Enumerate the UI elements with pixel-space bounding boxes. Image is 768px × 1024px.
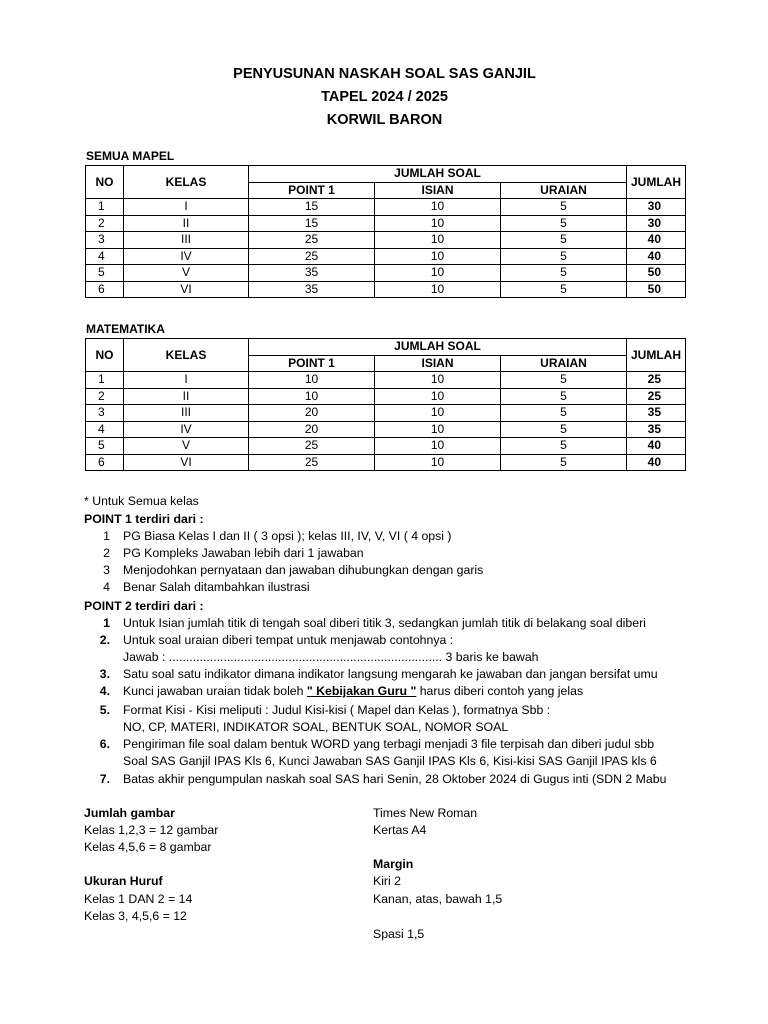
point2-item-7 — [84, 771, 685, 788]
point2-item-4 — [84, 683, 685, 700]
item-number: 2. — [99, 633, 110, 647]
item-text: Untuk Isian jumlah titik di tengah soal diberi titik 3, sedangkan jumlah titik di belakang soal diberi — [123, 616, 646, 630]
item-text: Pengiriman file soal dalam bentuk WORD yang terbagi menjadi 3 file terpisah dan diberi judul sbb — [123, 737, 655, 751]
cell-point1: 10 — [249, 388, 375, 405]
cell-point1: 35 — [249, 265, 375, 282]
cell-uraian: 5 — [501, 199, 627, 216]
cell-isian: 10 — [375, 265, 501, 282]
cell-uraian: 5 — [501, 232, 627, 249]
cell-jumlah: 40 — [627, 248, 686, 265]
table-row — [86, 438, 686, 455]
cell-jumlah: 25 — [627, 388, 686, 405]
point2-item-3 — [84, 666, 685, 683]
cell-no: 5 — [86, 438, 124, 455]
table-row — [86, 454, 686, 471]
ukuran-huruf-heading: Ukuran Huruf — [84, 874, 163, 888]
table-row — [86, 199, 686, 216]
cell-no: 5 — [86, 265, 124, 282]
table-row — [86, 421, 686, 438]
cell-no: 3 — [86, 232, 124, 249]
cell-isian: 10 — [375, 405, 501, 422]
jumlah-gambar-heading: Jumlah gambar — [84, 806, 175, 820]
table-row — [86, 281, 686, 298]
cell-isian: 10 — [375, 199, 501, 216]
cell-kelas: I — [124, 372, 249, 389]
cell-isian: 10 — [375, 438, 501, 455]
item-text: Menjodohkan pernyataan dan jawaban dihubungkan dengan garis — [123, 563, 484, 577]
cell-jumlah: 35 — [627, 421, 686, 438]
item-text: PG Biasa Kelas I dan II ( 3 opsi ); kelas III, IV, V, VI ( 4 opsi ) — [123, 529, 452, 543]
cell-point1: 15 — [249, 199, 375, 216]
header-uraian: URAIAN — [501, 182, 627, 199]
doc-title-line1: PENYUSUNAN NASKAH SOAL SAS GANJIL — [233, 66, 536, 82]
header-point1: POINT 1 — [249, 355, 375, 372]
header-kelas: KELAS — [124, 339, 249, 372]
header-isian: ISIAN — [375, 182, 501, 199]
item-text: Kunci jawaban uraian tidak boleh — [123, 684, 307, 698]
margin-other: Kanan, atas, bawah 1,5 — [373, 892, 503, 906]
item-emphasis: " Kebijakan Guru " — [306, 684, 417, 698]
cell-point1: 25 — [249, 438, 375, 455]
cell-kelas: II — [124, 215, 249, 232]
table-row — [86, 265, 686, 282]
cell-jumlah: 35 — [627, 405, 686, 422]
item-number: 5. — [99, 703, 110, 717]
cell-uraian: 5 — [501, 405, 627, 422]
point1-item — [84, 579, 685, 596]
point2-item-1 — [84, 615, 685, 632]
note-untuk-semua-kelas: * Untuk Semua kelas — [84, 494, 199, 508]
item-number: 4 — [103, 580, 110, 594]
table-row — [86, 388, 686, 405]
cell-jumlah: 25 — [627, 372, 686, 389]
cell-kelas: VI — [124, 281, 249, 298]
header-no: NO — [86, 166, 124, 199]
cell-no: 6 — [86, 281, 124, 298]
cell-no: 3 — [86, 405, 124, 422]
cell-point1: 20 — [249, 421, 375, 438]
cell-jumlah: 50 — [627, 281, 686, 298]
cell-uraian: 5 — [501, 438, 627, 455]
cell-no: 1 — [86, 199, 124, 216]
cell-point1: 35 — [249, 281, 375, 298]
header-jumlah-soal: JUMLAH SOAL — [249, 339, 627, 356]
font-setting: Times New Roman — [373, 806, 478, 820]
table-matematika — [85, 338, 686, 471]
section-label-matematika: MATEMATIKA — [86, 322, 165, 336]
item-number: 4. — [99, 684, 110, 698]
item-number: 1 — [103, 616, 110, 630]
header-jumlah-soal: JUMLAH SOAL — [249, 166, 627, 183]
point2-item-5 — [84, 702, 685, 719]
cell-kelas: III — [124, 405, 249, 422]
point2-item-2 — [84, 632, 685, 649]
item-number: 2 — [103, 546, 110, 560]
cell-no: 4 — [86, 421, 124, 438]
jumlah-gambar-1: Kelas 1,2,3 = 12 gambar — [84, 823, 219, 837]
cell-point1: 20 — [249, 405, 375, 422]
cell-point1: 25 — [249, 454, 375, 471]
cell-kelas: III — [124, 232, 249, 249]
cell-no: 2 — [86, 215, 124, 232]
cell-uraian: 5 — [501, 388, 627, 405]
point2-item-5-continuation — [84, 719, 685, 736]
cell-isian: 10 — [375, 388, 501, 405]
cell-kelas: IV — [124, 421, 249, 438]
cell-kelas: I — [124, 199, 249, 216]
cell-no: 1 — [86, 372, 124, 389]
header-kelas: KELAS — [124, 166, 249, 199]
header-jumlah: JUMLAH — [627, 339, 686, 372]
cell-isian: 10 — [375, 248, 501, 265]
table-row — [86, 232, 686, 249]
table-row — [86, 405, 686, 422]
jumlah-gambar-2: Kelas 4,5,6 = 8 gambar — [84, 840, 212, 854]
point2-item-6-continuation — [84, 753, 685, 770]
line-spacing: Spasi 1,5 — [373, 927, 425, 941]
cell-jumlah: 50 — [627, 265, 686, 282]
cell-isian: 10 — [375, 421, 501, 438]
cell-uraian: 5 — [501, 215, 627, 232]
cell-uraian: 5 — [501, 421, 627, 438]
header-no: NO — [86, 339, 124, 372]
cell-isian: 10 — [375, 281, 501, 298]
cell-jumlah: 40 — [627, 438, 686, 455]
doc-title-line2: TAPEL 2024 / 2025 — [321, 89, 448, 105]
cell-point1: 25 — [249, 232, 375, 249]
item-text: Soal SAS Ganjil IPAS Kls 6, Kunci Jawaban SAS Ganjil IPAS Kls 6, Kisi-kisi SAS Ganjil IPAS kls 6 — [123, 754, 657, 768]
cell-uraian: 5 — [501, 372, 627, 389]
cell-kelas: VI — [124, 454, 249, 471]
item-number: 3. — [99, 667, 110, 681]
cell-point1: 25 — [249, 248, 375, 265]
cell-point1: 10 — [249, 372, 375, 389]
cell-uraian: 5 — [501, 248, 627, 265]
table-row — [86, 372, 686, 389]
cell-kelas: V — [124, 265, 249, 282]
cell-uraian: 5 — [501, 454, 627, 471]
point2-item-6 — [84, 736, 685, 753]
header-uraian: URAIAN — [501, 355, 627, 372]
item-text: Format Kisi - Kisi meliputi : Judul Kisi-kisi ( Mapel dan Kelas ), formatnya Sbb : — [123, 703, 551, 717]
table-row — [86, 248, 686, 265]
cell-isian: 10 — [375, 454, 501, 471]
margin-heading: Margin — [373, 857, 414, 871]
cell-jumlah: 40 — [627, 454, 686, 471]
item-text: PG Kompleks Jawaban lebih dari 1 jawaban — [123, 546, 364, 560]
item-text: Jawab : ................................................................................ 3 baris ke bawah — [123, 650, 539, 664]
item-text: Untuk soal uraian diberi tempat untuk menjawab contohnya : — [123, 633, 454, 647]
point2-item-2-continuation — [84, 649, 685, 666]
point1-item — [84, 562, 685, 579]
cell-jumlah: 30 — [627, 215, 686, 232]
cell-uraian: 5 — [501, 265, 627, 282]
item-text: Satu soal satu indikator dimana indikator langsung mengarah ke jawaban dan jangan bersifat umu — [123, 667, 658, 681]
header-point1: POINT 1 — [249, 182, 375, 199]
cell-kelas: V — [124, 438, 249, 455]
margin-left: Kiri 2 — [373, 874, 402, 888]
cell-isian: 10 — [375, 232, 501, 249]
cell-kelas: II — [124, 388, 249, 405]
point1-item — [84, 545, 685, 562]
paper-setting: Kertas A4 — [373, 823, 427, 837]
cell-jumlah: 30 — [627, 199, 686, 216]
item-text: NO, CP, MATERI, INDIKATOR SOAL, BENTUK SOAL, NOMOR SOAL — [123, 720, 509, 734]
point1-heading: POINT 1 terdiri dari : — [84, 512, 204, 526]
item-number: 7. — [99, 772, 110, 786]
cell-uraian: 5 — [501, 281, 627, 298]
cell-no: 4 — [86, 248, 124, 265]
cell-jumlah: 40 — [627, 232, 686, 249]
ukuran-huruf-1: Kelas 1 DAN 2 = 14 — [84, 892, 193, 906]
header-isian: ISIAN — [375, 355, 501, 372]
item-text-tail: harus diberi contoh yang jelas — [416, 684, 584, 698]
cell-point1: 15 — [249, 215, 375, 232]
item-text: Benar Salah ditambahkan ilustrasi — [123, 580, 310, 594]
point1-item — [84, 528, 685, 545]
item-number: 3 — [103, 563, 110, 577]
cell-isian: 10 — [375, 215, 501, 232]
table-row — [86, 215, 686, 232]
header-jumlah: JUMLAH — [627, 166, 686, 199]
doc-title-line3: KORWIL BARON — [326, 112, 443, 128]
cell-no: 2 — [86, 388, 124, 405]
cell-no: 6 — [86, 454, 124, 471]
cell-isian: 10 — [375, 372, 501, 389]
item-text: Batas akhir pengumpulan naskah soal SAS hari Senin, 28 Oktober 2024 di Gugus inti (SDN 2 Mabu — [123, 772, 667, 786]
point2-heading: POINT 2 terdiri dari : — [84, 599, 204, 613]
item-number: 6. — [99, 737, 110, 751]
ukuran-huruf-2: Kelas 3, 4,5,6 = 12 — [84, 909, 187, 923]
item-number: 1 — [103, 529, 110, 543]
table-semua-mapel — [85, 165, 686, 298]
cell-kelas: IV — [124, 248, 249, 265]
section-label-semua-mapel: SEMUA MAPEL — [86, 149, 175, 163]
